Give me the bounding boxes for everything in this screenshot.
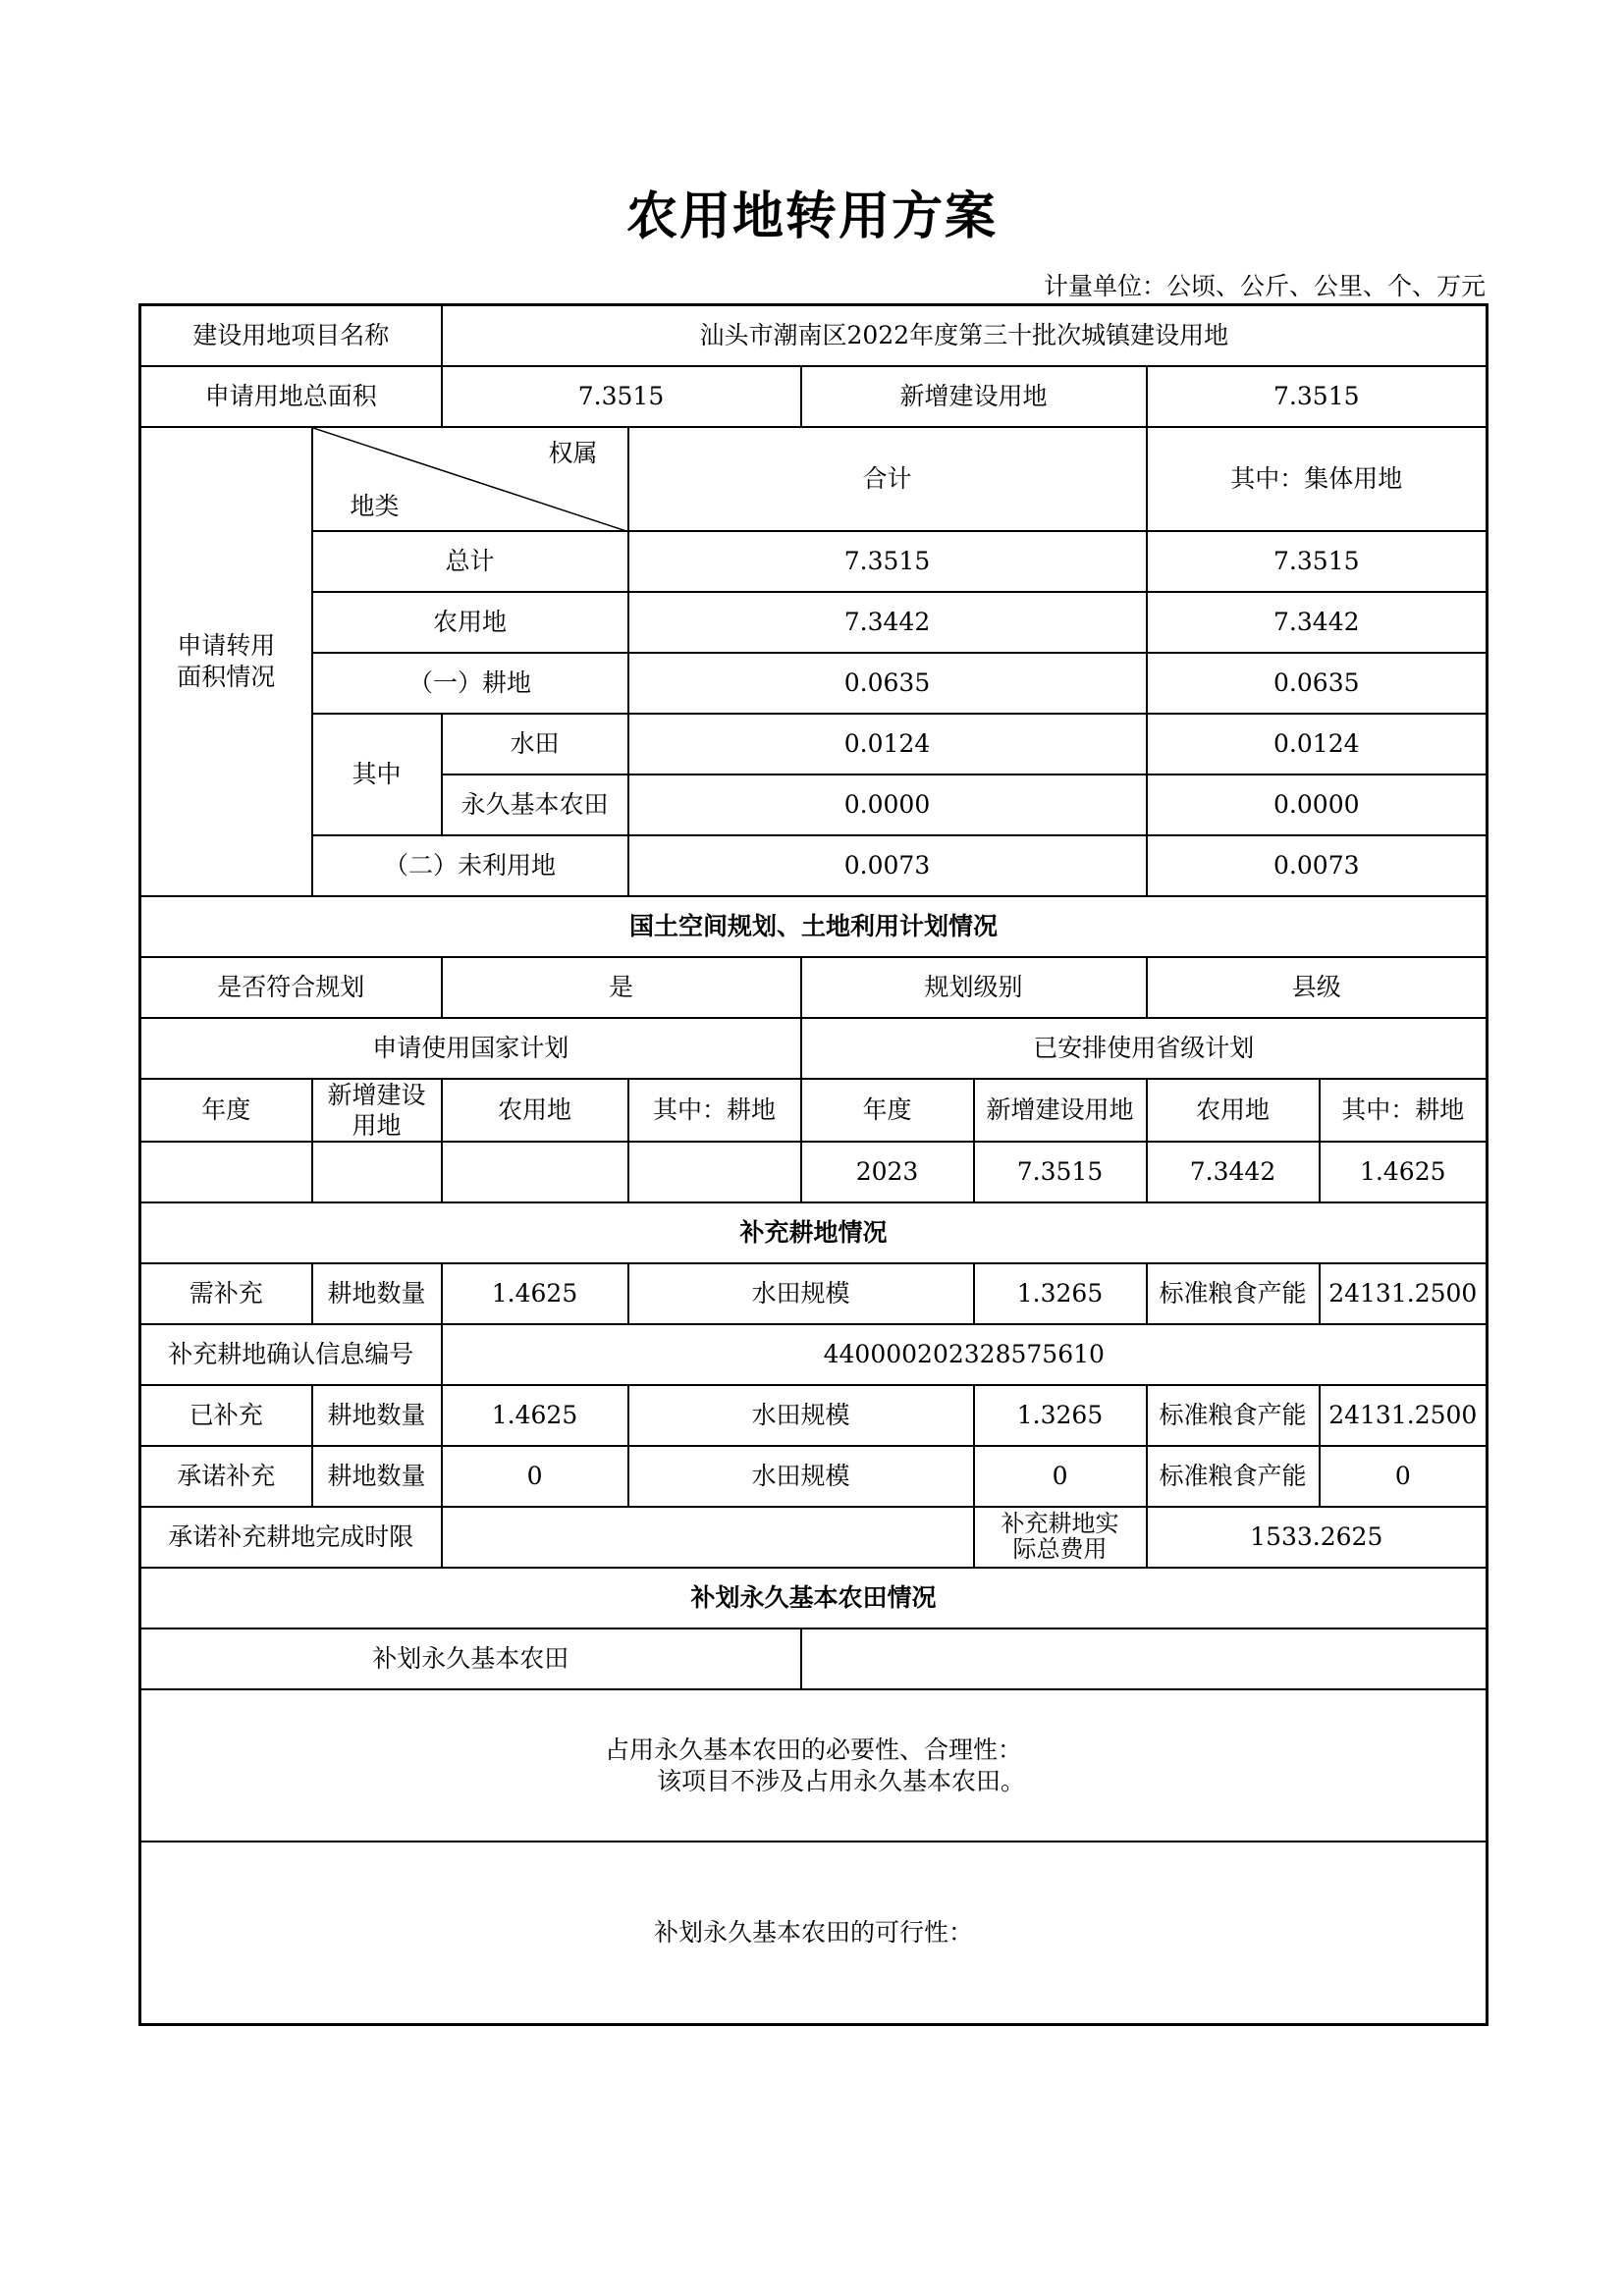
- need-paddy-value: 1.3265: [974, 1263, 1147, 1324]
- plan-header-farm-left: 农用地: [442, 1079, 628, 1143]
- necessity-label: 占用永久基本农田的必要性、合理性：: [605, 1735, 1023, 1765]
- done-label: 已补充: [140, 1385, 312, 1446]
- necessity-text: 该项目不涉及占用永久基本农田。: [657, 1766, 1026, 1795]
- ownership-label: 权属: [548, 438, 598, 467]
- provincial-plan-label: 已安排使用省级计划: [801, 1018, 1488, 1079]
- done-qty-label: 耕地数量: [312, 1385, 442, 1446]
- need-grain-value: 24131.2500: [1320, 1263, 1488, 1324]
- permanent-supplement-row: [140, 1629, 1488, 1689]
- done-qty-value: 1.4625: [442, 1385, 628, 1446]
- planning-conform-row: [140, 957, 1488, 1018]
- row-total-collective: 7.3515: [1147, 531, 1488, 592]
- plan-value-year-right: 2023: [801, 1142, 974, 1202]
- deadline-row: [140, 1507, 1488, 1568]
- project-label: 建设用地项目名称: [140, 305, 442, 366]
- level-label: 规划级别: [801, 957, 1147, 1018]
- plan-header-year-left: 年度: [140, 1079, 312, 1143]
- area-total-row: [140, 366, 1488, 427]
- cost-value: 1533.2625: [1147, 1507, 1488, 1568]
- plan-header-farm-right: 农用地: [1147, 1079, 1320, 1143]
- permanent-section-title: 补划永久基本农田情况: [140, 1568, 1488, 1629]
- plan-value-year-left: [140, 1142, 312, 1202]
- done-grain-label: 标准粮食产能: [1147, 1385, 1320, 1446]
- done-grain-value: 24131.2500: [1320, 1385, 1488, 1446]
- supplement-section-title: 补充耕地情况: [140, 1202, 1488, 1263]
- among-label: 其中: [312, 714, 442, 835]
- row-unused-label: （二）未利用地: [312, 835, 628, 896]
- row-paddy: [140, 714, 1488, 774]
- row-paddy-collective: 0.0124: [1147, 714, 1488, 774]
- row-farm-label: 农用地: [312, 592, 628, 653]
- conform-label: 是否符合规划: [140, 957, 442, 1018]
- supplement-section-row: [140, 1202, 1488, 1263]
- plan-header-new-left: 新增建设用地: [312, 1079, 442, 1143]
- new-construction-label: 新增建设用地: [801, 366, 1147, 427]
- done-row: [140, 1385, 1488, 1446]
- plan-value-farm-right: 7.3442: [1147, 1142, 1320, 1202]
- land-type-label: 地类: [350, 492, 400, 521]
- permanent-section-row: [140, 1568, 1488, 1629]
- promise-paddy-label: 水田规模: [628, 1446, 974, 1507]
- new-construction-value: 7.3515: [1147, 366, 1488, 427]
- need-qty-value: 1.4625: [442, 1263, 628, 1324]
- area-total-value: 7.3515: [442, 366, 801, 427]
- conform-value: 是: [442, 957, 801, 1018]
- confirm-label: 补充耕地确认信息编号: [140, 1324, 442, 1385]
- row-unused-sum: 0.0073: [628, 835, 1147, 896]
- row-paddy-sum: 0.0124: [628, 714, 1147, 774]
- row-cultivated-label: （一）耕地: [312, 653, 628, 714]
- feasibility-cell: [140, 1842, 1488, 2024]
- necessity-row: [140, 1689, 1488, 1842]
- planning-section-row: [140, 896, 1488, 957]
- row-total-label: 总计: [312, 531, 628, 592]
- row-cultivated-collective: 0.0635: [1147, 653, 1488, 714]
- plan-values-row: [140, 1142, 1488, 1202]
- plan-value-cult-left: [628, 1142, 801, 1202]
- conversion-side-label: 申请转用面积情况: [140, 427, 312, 896]
- promise-grain-label: 标准粮食产能: [1147, 1446, 1320, 1507]
- plan-header-cult-right: 其中：耕地: [1320, 1079, 1488, 1143]
- row-paddy-label: 水田: [442, 714, 628, 774]
- conversion-plan-table: [138, 303, 1489, 2026]
- need-paddy-label: 水田规模: [628, 1263, 974, 1324]
- promise-paddy-value: 0: [974, 1446, 1147, 1507]
- promise-grain-value: 0: [1320, 1446, 1488, 1507]
- national-plan-label: 申请使用国家计划: [140, 1018, 801, 1079]
- row-permanent-label: 永久基本农田: [442, 774, 628, 835]
- plan-value-farm-left: [442, 1142, 628, 1202]
- row-cultivated-sum: 0.0635: [628, 653, 1147, 714]
- plan-source-row: [140, 1018, 1488, 1079]
- promise-label: 承诺补充: [140, 1446, 312, 1507]
- need-qty-label: 耕地数量: [312, 1263, 442, 1324]
- col-total-header: 合计: [628, 427, 1147, 531]
- plan-header-cult-left: 其中：耕地: [628, 1079, 801, 1143]
- deadline-value: [442, 1507, 974, 1568]
- promise-row: [140, 1446, 1488, 1507]
- confirm-value: 440000202328575610: [442, 1324, 1488, 1385]
- done-paddy-label: 水田规模: [628, 1385, 974, 1446]
- project-row: [140, 305, 1488, 366]
- row-permanent-sum: 0.0000: [628, 774, 1147, 835]
- plan-value-cult-right: 1.4625: [1320, 1142, 1488, 1202]
- level-value: 县级: [1147, 957, 1488, 1018]
- confirm-row: [140, 1324, 1488, 1385]
- need-label: 需补充: [140, 1263, 312, 1324]
- planning-section-title: 国土空间规划、土地利用计划情况: [140, 896, 1488, 957]
- plan-header-new-right: 新增建设用地: [974, 1079, 1147, 1143]
- need-row: [140, 1263, 1488, 1324]
- plan-header-row: [140, 1079, 1488, 1143]
- row-unused-collective: 0.0073: [1147, 835, 1488, 896]
- col-collective-header: 其中：集体用地: [1147, 427, 1488, 531]
- cost-label: 补充耕地实际总费用: [974, 1507, 1147, 1568]
- row-total-sum: 7.3515: [628, 531, 1147, 592]
- row-total: [140, 531, 1488, 592]
- unit-note: 计量单位：公顷、公斤、公里、个、万元: [1043, 272, 1486, 300]
- done-paddy-value: 1.3265: [974, 1385, 1147, 1446]
- area-total-label: 申请用地总面积: [140, 366, 442, 427]
- row-unused: [140, 835, 1488, 896]
- row-farm-collective: 7.3442: [1147, 592, 1488, 653]
- page-title: 农用地转用方案: [625, 187, 998, 246]
- permanent-supplement-label: 补划永久基本农田: [140, 1629, 801, 1689]
- plan-value-new-left: [312, 1142, 442, 1202]
- promise-qty-label: 耕地数量: [312, 1446, 442, 1507]
- project-value: 汕头市潮南区2022年度第三十批次城镇建设用地: [442, 305, 1488, 366]
- promise-qty-value: 0: [442, 1446, 628, 1507]
- conversion-header-row: [140, 427, 1488, 531]
- plan-header-year-right: 年度: [801, 1079, 974, 1143]
- row-permanent-collective: 0.0000: [1147, 774, 1488, 835]
- necessity-cell: [140, 1689, 1488, 1842]
- feasibility-label: 补划永久基本农田的可行性：: [654, 1918, 974, 1948]
- plan-value-new-right: 7.3515: [974, 1142, 1147, 1202]
- row-farm-sum: 7.3442: [628, 592, 1147, 653]
- diagonal-header-cell: [312, 427, 628, 531]
- deadline-label: 承诺补充耕地完成时限: [140, 1507, 442, 1568]
- need-grain-label: 标准粮食产能: [1147, 1263, 1320, 1324]
- permanent-supplement-value: [801, 1629, 1488, 1689]
- row-farm: [140, 592, 1488, 653]
- row-cultivated: [140, 653, 1488, 714]
- feasibility-row: [140, 1842, 1488, 2024]
